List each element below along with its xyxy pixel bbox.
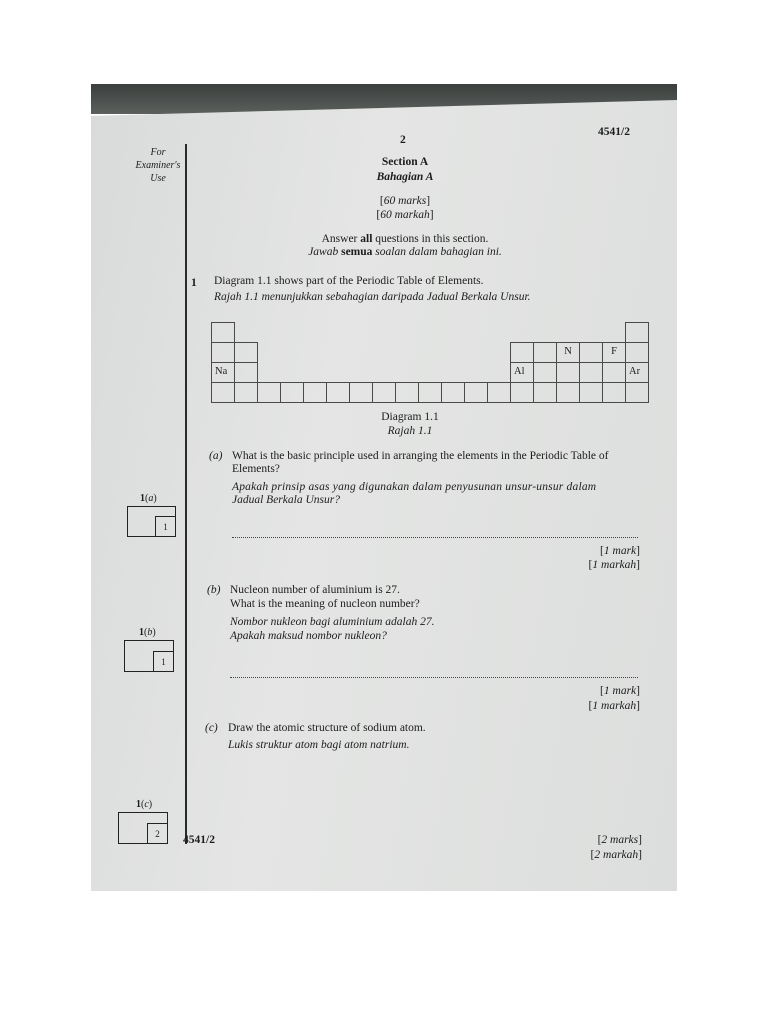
table-cell (372, 382, 396, 403)
diagram-caption: Diagram 1.1 (381, 411, 439, 423)
part-c-mark-box: 2 (118, 812, 168, 844)
q1-intro-ms: Rajah 1.1 menunjukkan sebahagian daripada Jadual Berkala Unsur. (214, 291, 531, 303)
q1-intro-en: Diagram 1.1 shows part of the Periodic Table of Elements. (214, 275, 484, 287)
periodic-table-diagram (211, 322, 641, 404)
part-b-mark-ms: [1 markah] (588, 700, 640, 712)
table-cell (280, 382, 304, 403)
table-cell (487, 382, 511, 403)
table-cell (510, 342, 534, 363)
part-b-mark: [1 mark] (600, 685, 640, 697)
page-number: 2 (400, 134, 406, 146)
table-cell (602, 362, 626, 383)
section-marks-ms: [60 markah] (376, 209, 434, 221)
part-c-question-ms: Lukis struktur atom bagi atom natrium. (228, 739, 410, 751)
part-a-mark: [1 mark] (600, 545, 640, 557)
table-cell (533, 362, 557, 383)
part-a-question-ms-2: Jadual Berkala Unsur? (232, 494, 340, 506)
part-b-label: (b) (207, 584, 221, 596)
element-al: Al (510, 362, 534, 383)
part-c-label: (c) (205, 722, 218, 734)
table-cell (625, 322, 649, 343)
table-cell (579, 362, 603, 383)
table-cell (579, 382, 603, 403)
instruction-en: Answer all questions in this section. (321, 233, 489, 245)
examiner-use-label: For Examiner's Use (135, 147, 181, 184)
element-ar: Ar (625, 362, 649, 383)
part-a-mark-ms: [1 markah] (588, 559, 640, 571)
table-cell (556, 362, 580, 383)
table-cell (211, 342, 235, 363)
element-na: Na (211, 362, 235, 383)
table-cell (418, 382, 442, 403)
table-cell (395, 382, 419, 403)
section-title-ms: Bahagian A (376, 171, 434, 183)
table-cell (303, 382, 327, 403)
part-c-mark-ms: [2 markah] (590, 849, 642, 861)
table-cell (533, 382, 557, 403)
table-cell (349, 382, 373, 403)
part-a-mark-box: 1 (127, 506, 176, 537)
table-cell (211, 382, 235, 403)
question-number: 1 (191, 277, 197, 289)
part-c-box-label: 1(c) (136, 799, 153, 810)
table-cell (556, 382, 580, 403)
instruction-ms: Jawab semua soalan dalam bahagian ini. (308, 246, 502, 258)
table-cell (234, 342, 258, 363)
section-marks: [60 marks] (379, 195, 431, 207)
table-cell (579, 342, 603, 363)
table-cell (234, 382, 258, 403)
table-cell (257, 382, 281, 403)
part-a-box-label: 1(a) (140, 493, 157, 504)
table-cell (625, 382, 649, 403)
part-b-question-ms-1: Nombor nukleon bagi aluminium adalah 27. (230, 616, 435, 628)
table-cell (464, 382, 488, 403)
paper-code-footer: 4541/2 (183, 834, 215, 846)
table-cell (326, 382, 350, 403)
table-cell (533, 342, 557, 363)
element-f: F (602, 342, 626, 363)
part-b-answer-line[interactable] (230, 677, 638, 678)
table-cell (625, 342, 649, 363)
paper-code-header: 4541/2 (598, 126, 630, 138)
table-cell (441, 382, 465, 403)
table-cell (234, 362, 258, 383)
part-a-question-en-2: Elements? (232, 463, 280, 475)
part-b-mark-box: 1 (124, 640, 174, 672)
part-c-question-en: Draw the atomic structure of sodium atom. (228, 722, 426, 734)
diagram-caption-ms: Rajah 1.1 (387, 425, 433, 437)
section-title: Section A (381, 156, 429, 168)
table-cell (211, 322, 235, 343)
part-a-label: (a) (209, 450, 223, 462)
table-cell (510, 382, 534, 403)
part-a-answer-line[interactable] (232, 537, 638, 538)
part-b-question-en-2: What is the meaning of nucleon number? (230, 598, 420, 610)
part-b-question-ms-2: Apakah maksud nombor nukleon? (230, 630, 387, 642)
table-cell (602, 382, 626, 403)
element-n: N (556, 342, 580, 363)
part-c-mark: [2 marks] (597, 834, 642, 846)
part-b-question-en-1: Nucleon number of aluminium is 27. (230, 584, 400, 596)
part-b-box-label: 1(b) (139, 627, 156, 638)
examiner-margin-line (185, 144, 187, 844)
part-a-question-ms-1: Apakah prinsip asas yang digunakan dalam penyusunan unsur-unsur dalam (232, 481, 597, 493)
part-a-question-en-1: What is the basic principle used in arranging the elements in the Periodic Table of (232, 450, 609, 462)
